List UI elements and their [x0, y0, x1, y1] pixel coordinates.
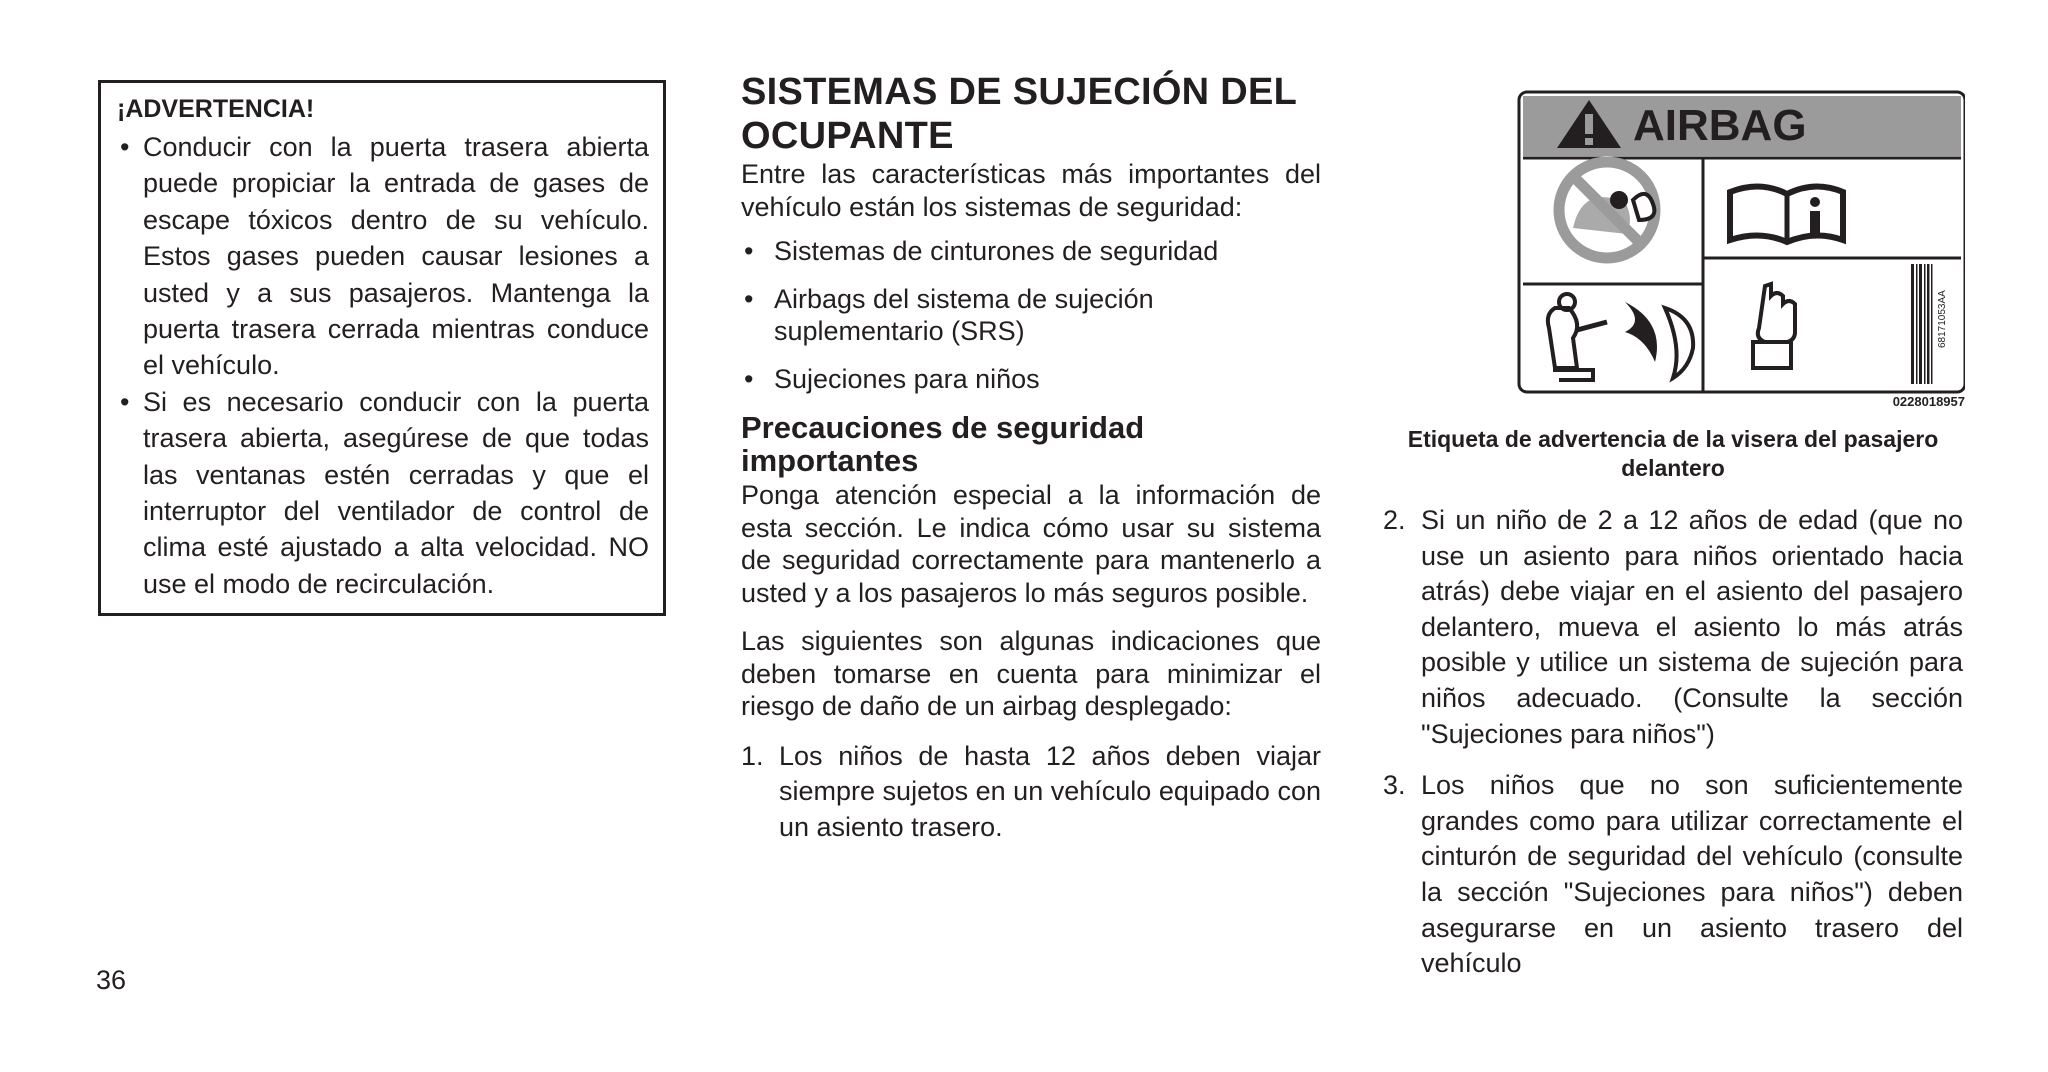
warning-item: • Si es necesario conducir con la puerta trasera abierta, asegúrese de que todas las ventanas estén cerradas y que el interruptor del ventilador de control de clima esté ajustado a alta velocidad. NO use el modo de recirculación. [117, 384, 649, 602]
item-text: Si un niño de 2 a 12 años de edad (que no use un asiento para niños orientado hacia atrás) debe viajar en el asiento del pasajero delantero, mueva el asiento lo más atrás posible y utilice un sistema de sujeción para niños adecuado. (Consulte la sección "Sujeciones para niños") [1421, 505, 1963, 749]
item-text: Los niños que no son suficientemente grandes como para utilizar correctamente el cinturón de seguridad del vehículo (consulte la sección "Sujeciones para niños") deben asegurarse en un asiento trasero del vehículo [1421, 770, 1963, 979]
section-title: SISTEMAS DE SUJECIÓN DEL OCUPANTE [741, 71, 1297, 157]
precautions-item [741, 739, 1321, 846]
precautions-title: Precauciones de seguridad importantes [741, 410, 1145, 478]
page-number: 36 [96, 965, 127, 995]
section-intro: Entre las características más importantes del vehículo están los sistemas de seguridad: [741, 159, 1321, 222]
precautions-item [1383, 503, 1963, 752]
systems-item: • Sistemas de cinturones de seguridad [741, 235, 1321, 267]
systems-item: • Airbags del sistema de sujeción suplementario (SRS) [741, 283, 1321, 347]
label-title: AIRBAG [1633, 101, 1807, 150]
systems-list [741, 235, 1321, 395]
main-column [741, 70, 1321, 861]
part-number: 0228018957 [1892, 394, 1965, 409]
systems-item: • Sujeciones para niños [741, 363, 1321, 395]
item-number: 3. [1383, 770, 1406, 801]
item-number: 1. [741, 740, 764, 771]
warning-title: ¡ADVERTENCIA! [117, 95, 315, 123]
precautions-list [741, 739, 1321, 846]
precautions-para-1: Ponga atención especial a la información de esta sección. Le indica cómo usar su sistema de seguridad correctamente para mantenerlo a usted y a los pasajeros lo más seguros posible. [741, 480, 1321, 608]
barcode-text: 68171053AA [1937, 290, 1948, 348]
warning-list [117, 129, 649, 602]
right-column [1383, 425, 1963, 998]
item-number: 2. [1383, 505, 1406, 535]
figure-caption: Etiqueta de advertencia de la visera del pasajero delantero [1407, 426, 1939, 481]
warning-box [98, 80, 666, 616]
precautions-list-continued [1383, 503, 1963, 982]
precautions-item [1383, 768, 1963, 982]
item-text: Los niños de hasta 12 años deben viajar siempre sujetos en un vehículo equipado con un asiento trasero. [779, 740, 1321, 842]
warning-item: • Conducir con la puerta trasera abierta puede propiciar la entrada de gases de escape tóxicos dentro de su vehículo. Estos gases pueden causar lesiones a usted y a sus pasajeros. Mantenga la puerta trasera cerrada mientras conduce el vehículo. [117, 129, 649, 384]
precautions-para-2: Las siguientes son algunas indicaciones que deben tomarse en cuenta para minimizar el riesgo de daño de un airbag desplegado: [741, 626, 1321, 721]
airbag-warning-label [1515, 88, 1965, 410]
